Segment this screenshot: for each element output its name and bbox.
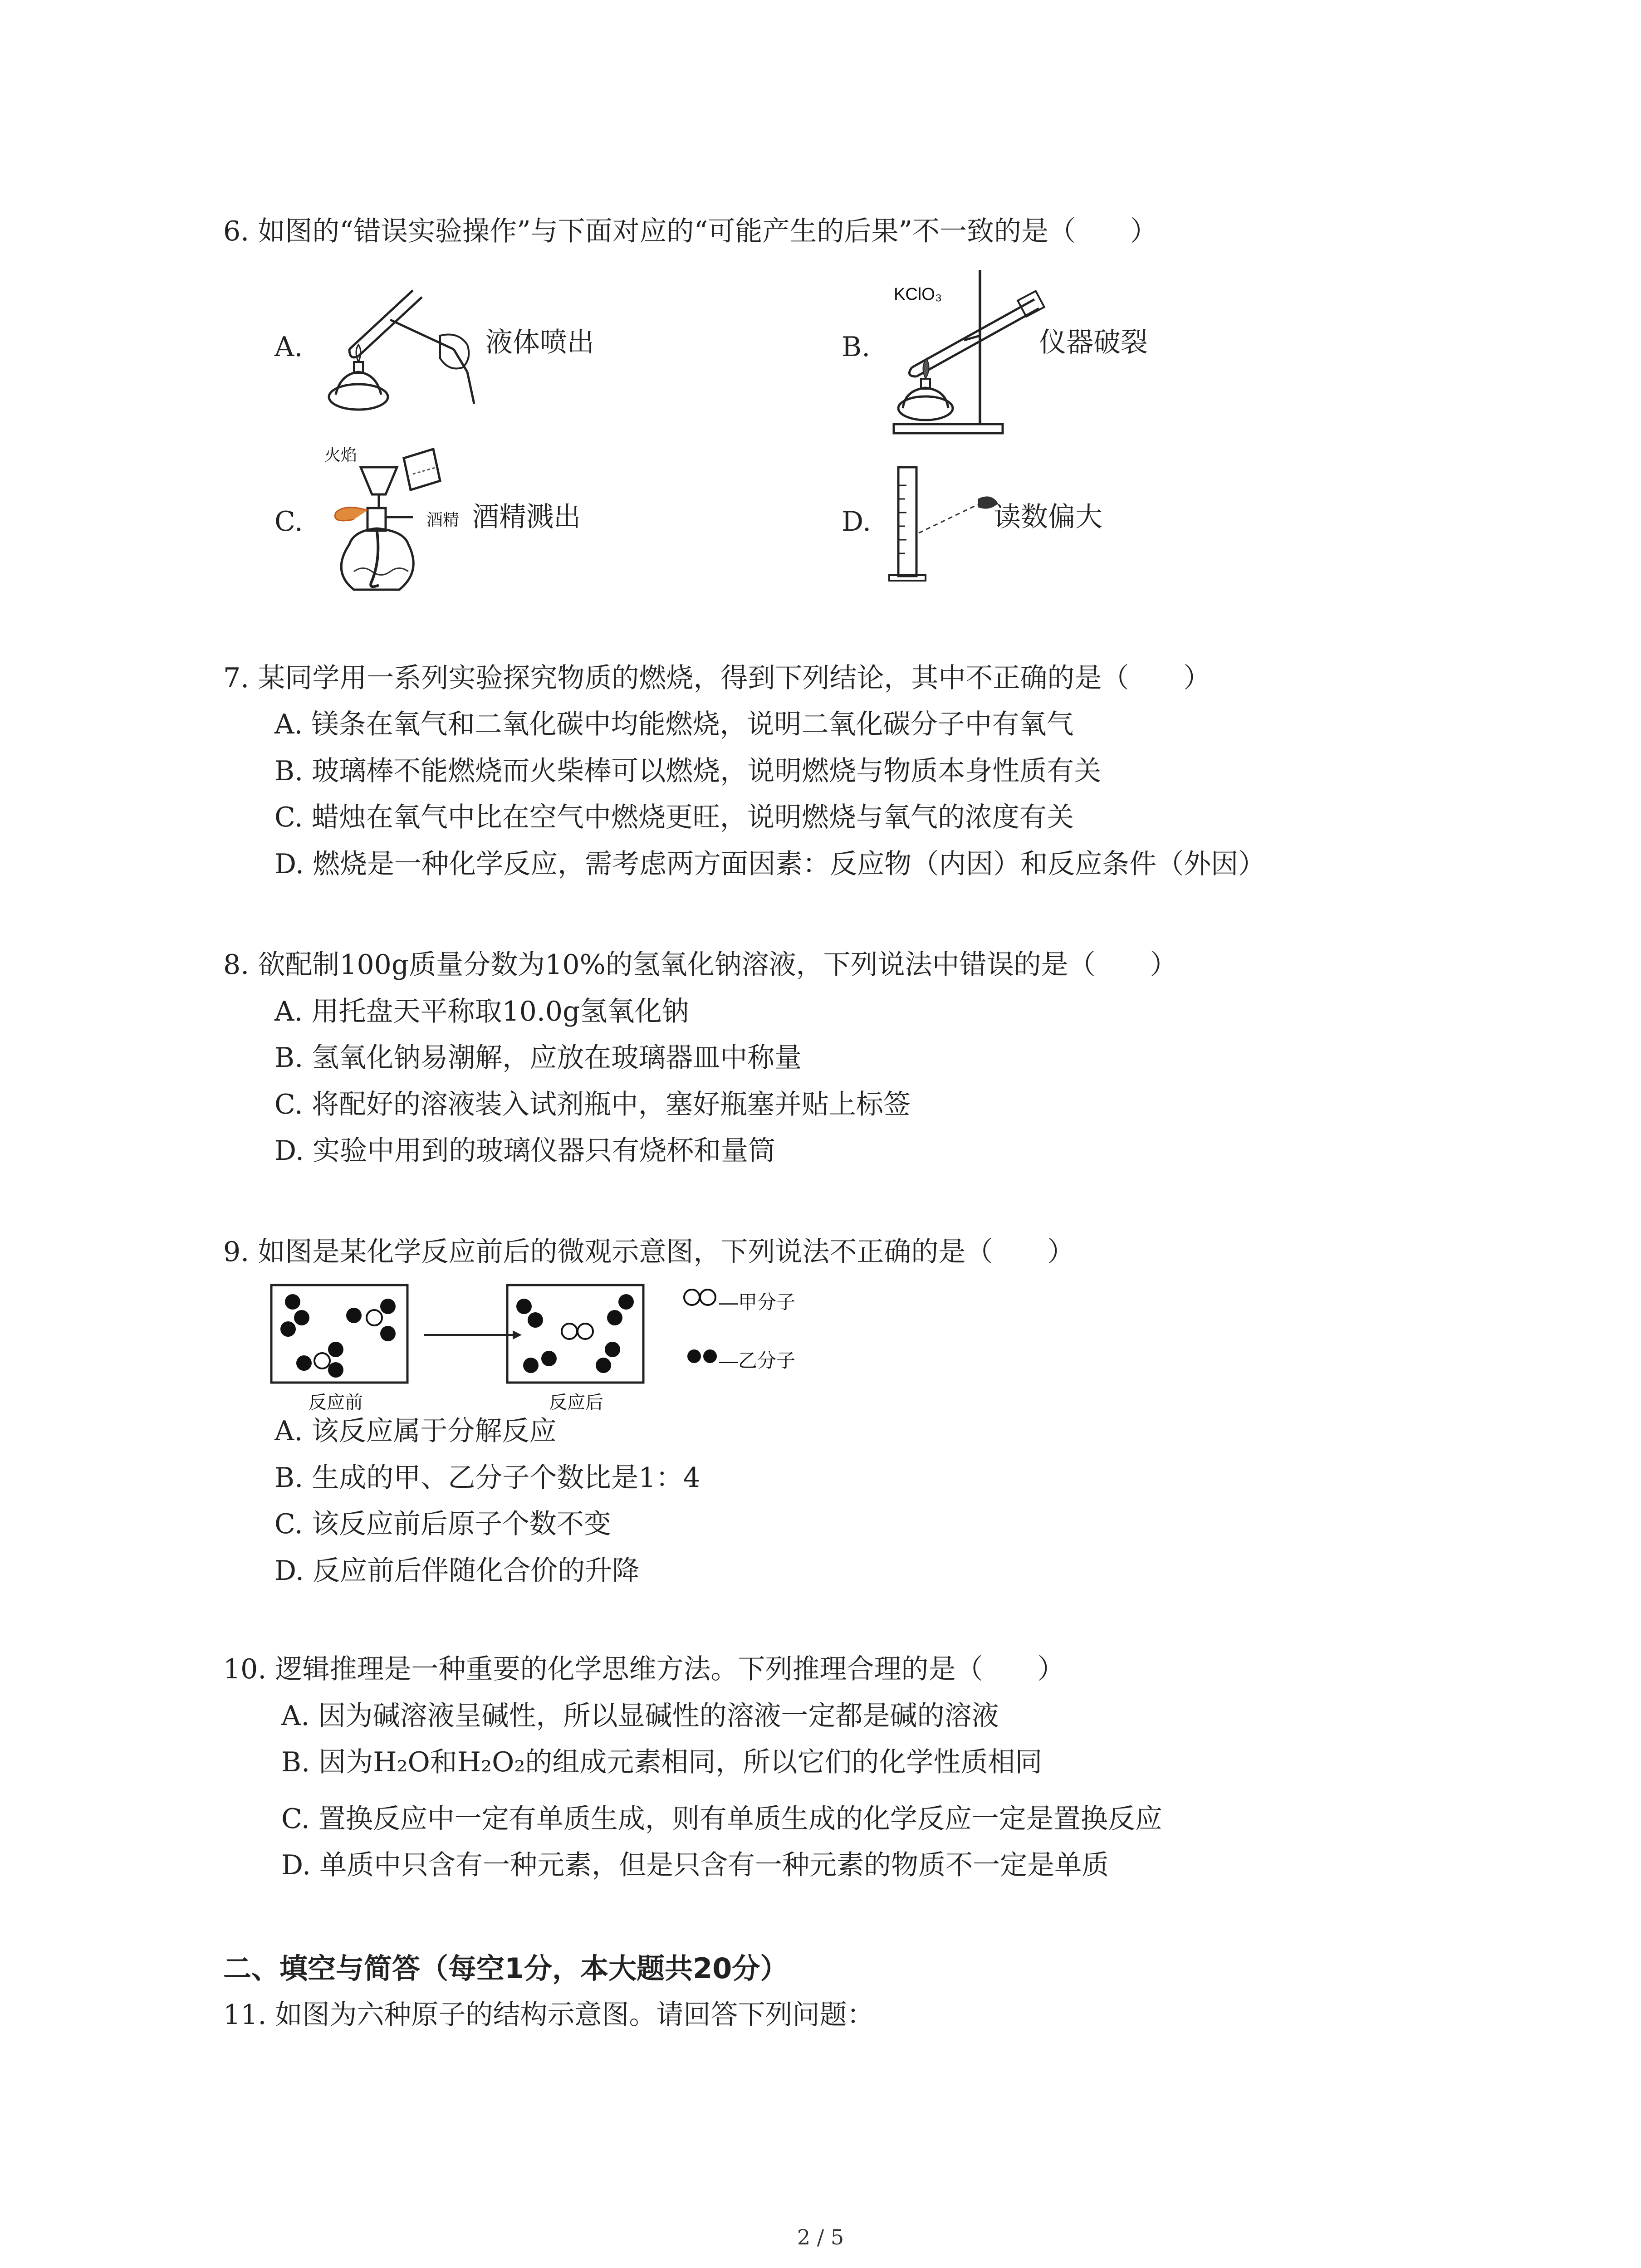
q10-option-d: D. 单质中只含有一种元素，但是只含有一种元素的物质不一定是单质 [281,1849,1109,1881]
q6-c-alcohol-label: 酒精 [426,510,460,529]
q10-option-a: A. 因为碱溶液呈碱性，所以显碱性的溶液一定都是碱的溶液 [281,1700,999,1732]
q9-option-d: D. 反应前后伴随化合价的升降 [274,1555,640,1587]
q9-after-label: 反应后 [549,1393,603,1413]
q6-option-c-result: 酒精溅出 [472,501,581,533]
q6-d-graduated-cylinder-figure [885,458,1012,585]
q10-stem: 10. 逻辑推理是一种重要的化学思维方法。下列推理合理的是（ ） [223,1653,1065,1685]
q7-option-d: D. 燃烧是一种化学反应，需考虑两方面因素：反应物（内因）和反应条件（外因） [274,848,1266,880]
q6-option-d-result: 读数偏大 [994,501,1102,533]
q7-option-a: A. 镁条在氧气和二氧化碳中均能燃烧，说明二氧化碳分子中有氧气 [274,709,1074,740]
q8-option-a: A. 用托盘天平称取10.0g氢氧化钠 [274,996,689,1027]
q9-legend-yi-icon [687,1349,701,1363]
q6-option-a-result: 液体喷出 [485,327,594,358]
q8-option-c: C. 将配好的溶液装入试剂瓶中，塞好瓶塞并贴上标签 [274,1089,911,1120]
q7-option-b: B. 玻璃棒不能燃烧而火柴棒可以燃烧，说明燃烧与物质本身性质有关 [274,755,1102,787]
q9-before-molecules [280,1294,396,1378]
q6-option-b-result: 仪器破裂 [1039,327,1148,358]
q10-option-b: B. 因为H₂O和H₂O₂的组成元素相同，所以它们的化学性质相同 [281,1746,1043,1778]
q6-a-heating-test-tube-figure [318,281,490,417]
q9-option-c: C. 该反应前后原子个数不变 [274,1508,611,1540]
section-2-heading: 二、填空与简答（每空1分，本大题共20分） [223,1952,789,1985]
q7-stem: 7. 某同学用一系列实验探究物质的燃烧，得到下列结论，其中不正确的是（ ） [223,662,1211,694]
page-number: 2 / 5 [797,2225,844,2249]
q9-legend-jia: —甲分子 [719,1291,796,1313]
q9-stem: 9. 如图是某化学反应前后的微观示意图，下列说法不正确的是（ ） [223,1236,1075,1268]
q6-option-d-letter: D. [842,506,872,538]
q8-stem: 8. 欲配制100g质量分数为10%的氢氧化钠溶液，下列说法中错误的是（ ） [223,949,1177,981]
q6-c-flame-label: 火焰 [324,445,358,464]
q8-option-b: B. 氢氧化钠易潮解，应放在玻璃器皿中称量 [274,1042,802,1074]
q9-legend-jia-icon [684,1290,700,1305]
q9-option-a: A. 该反应属于分解反应 [274,1415,557,1447]
q9-before-label: 反应前 [309,1393,363,1413]
q10-option-c: C. 置换反应中一定有单质生成，则有单质生成的化学反应一定是置换反应 [281,1803,1162,1835]
q6-option-a-letter: A. [274,331,303,363]
q6-option-c-letter: C. [274,506,303,538]
q6-b-kclo3-label: KClO₃ [894,285,942,304]
q8-option-d: D. 实验中用到的玻璃仪器只有烧杯和量筒 [274,1135,776,1167]
q6-option-b-letter: B. [842,331,871,363]
q7-option-c: C. 蜡烛在氧气中比在空气中燃烧更旺，说明燃烧与氧气的浓度有关 [274,802,1074,833]
q9-option-b: B. 生成的甲、乙分子个数比是1：4 [274,1462,700,1494]
q6-stem: 6. 如图的“错误实验操作”与下面对应的“可能产生的后果”不一致的是（ ） [223,215,1158,247]
q9-legend-yi: —乙分子 [719,1350,796,1371]
q11-stem: 11. 如图为六种原子的结构示意图。请回答下列问题： [223,1999,874,2031]
